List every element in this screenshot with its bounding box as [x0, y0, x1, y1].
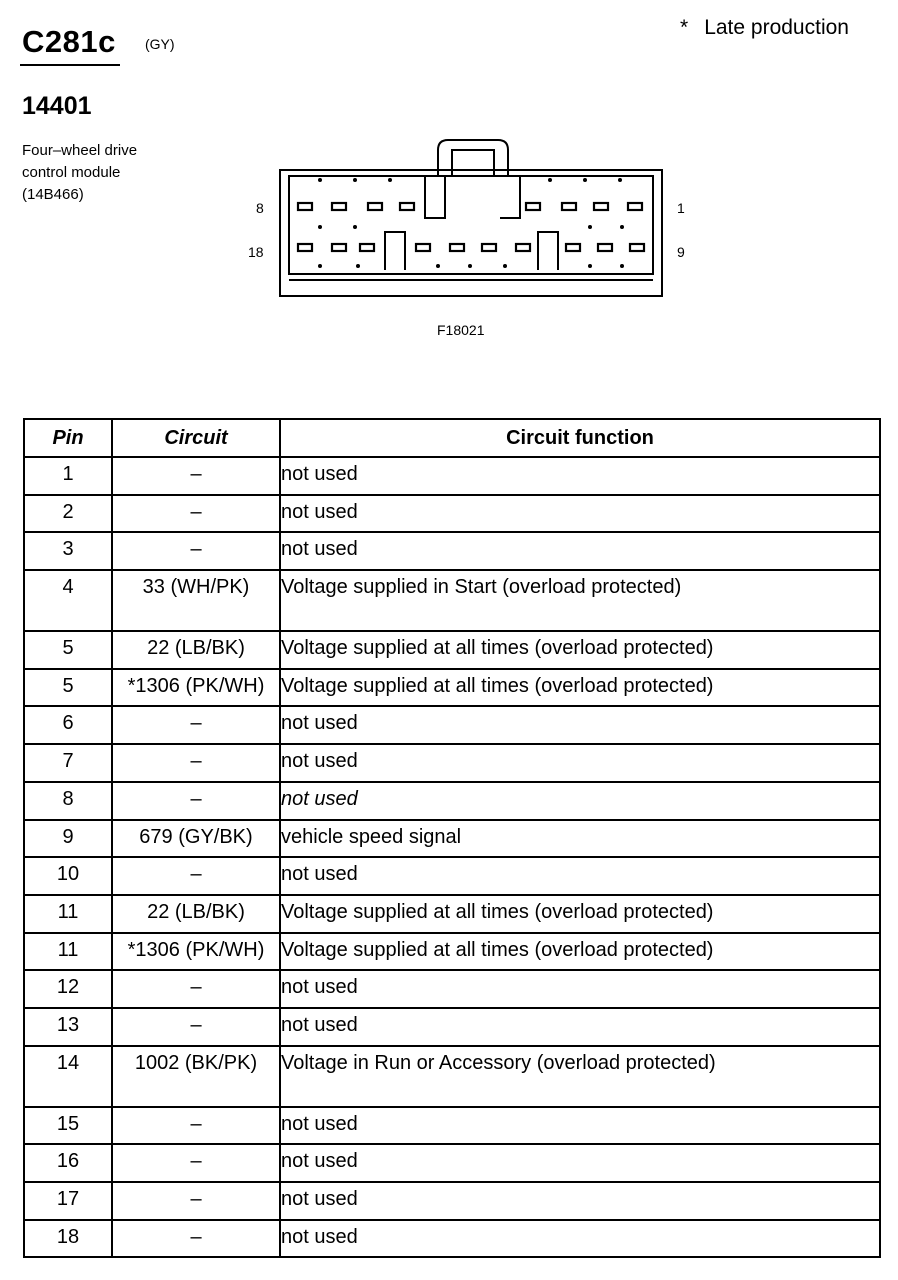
connector-latch-tab [452, 150, 494, 176]
table-row [24, 570, 880, 631]
connector-inner-cavity [289, 176, 653, 274]
pin-cavity-7 [332, 203, 346, 210]
function-cell: not used [280, 1008, 880, 1046]
module-desc-line: control module [22, 164, 121, 181]
circuit-cell: – [112, 532, 280, 570]
connector-outer-shell [280, 170, 662, 296]
circuit-cell: 33 (WH/PK) [112, 570, 280, 631]
function-cell: not used [280, 1144, 880, 1182]
circuit-cell: 22 (LB/BK) [112, 631, 280, 669]
connector-key-right [500, 176, 520, 218]
table-row [24, 495, 880, 533]
circuit-cell: 679 (GY/BK) [112, 820, 280, 858]
circuit-cell: – [112, 1107, 280, 1145]
pin-cavity-13 [482, 244, 496, 251]
connector-id: C281c [22, 24, 116, 59]
function-cell: Voltage supplied at all times (overload protected) [280, 631, 880, 669]
pin-cavity-4 [526, 203, 540, 210]
function-cell: not used [280, 1107, 880, 1145]
late-note-text: Late production [704, 16, 849, 39]
pin-cell: 10 [24, 857, 112, 895]
table-row [24, 970, 880, 1008]
header-pin: Pin [24, 419, 112, 457]
function-cell: not used [280, 532, 880, 570]
circuit-cell: – [112, 706, 280, 744]
header-circuit: Circuit [112, 419, 280, 457]
table-row [24, 895, 880, 933]
pin-cavity-16 [360, 244, 374, 251]
pin-cavity-2 [594, 203, 608, 210]
table-row [24, 782, 880, 820]
circuit-cell: – [112, 457, 280, 495]
table-row [24, 820, 880, 858]
late-note-star: * [680, 16, 689, 39]
pin-cell: 18 [24, 1220, 112, 1258]
table-row [24, 669, 880, 707]
function-cell: Voltage supplied at all times (overload protected) [280, 895, 880, 933]
pin-table [23, 418, 881, 1258]
table-row [24, 744, 880, 782]
function-cell: not used [280, 495, 880, 533]
part-number: 14401 [22, 92, 92, 120]
connector-key-left [425, 176, 445, 218]
table-row [24, 532, 880, 570]
function-cell: Voltage supplied in Start (overload protected) [280, 570, 880, 631]
connector-color-code: (GY) [145, 36, 175, 52]
pin-cell: 1 [24, 457, 112, 495]
function-cell: not used [280, 1220, 880, 1258]
circuit-cell: – [112, 744, 280, 782]
pin-cavity-12 [516, 244, 530, 251]
pin-cell: 11 [24, 895, 112, 933]
circuit-cell: – [112, 495, 280, 533]
pin-cell: 13 [24, 1008, 112, 1046]
function-cell: Voltage in Run or Accessory (overload protected) [280, 1046, 880, 1107]
function-cell: Voltage supplied at all times (overload protected) [280, 669, 880, 707]
module-description [22, 140, 137, 206]
circuit-cell: *1306 (PK/WH) [112, 669, 280, 707]
pin-cell: 5 [24, 669, 112, 707]
pin-cavity-18 [298, 244, 312, 251]
diagram-label-bottom-left: 18 [248, 244, 264, 260]
function-cell: Voltage supplied at all times (overload protected) [280, 933, 880, 971]
diagram-label-top-right: 1 [677, 200, 685, 216]
circuit-cell: – [112, 1008, 280, 1046]
pin-cavity-11 [566, 244, 580, 251]
diagram-label-top-left: 8 [256, 200, 264, 216]
module-desc-line: Four–wheel drive [22, 142, 138, 159]
pin-cell: 2 [24, 495, 112, 533]
connector-divider-left [385, 232, 405, 270]
header-circuit-function: Circuit function [280, 419, 880, 457]
table-row [24, 631, 880, 669]
circuit-cell: – [112, 1220, 280, 1258]
pin-cavity-17 [332, 244, 346, 251]
pin-cell: 6 [24, 706, 112, 744]
circuit-cell: 22 (LB/BK) [112, 895, 280, 933]
diagram-label-bottom-right: 9 [677, 244, 685, 260]
pin-cell: 11 [24, 933, 112, 971]
function-cell: not used [280, 744, 880, 782]
pin-cell: 16 [24, 1144, 112, 1182]
function-cell: not used [280, 1182, 880, 1220]
circuit-cell: – [112, 1182, 280, 1220]
pin-cell: 8 [24, 782, 112, 820]
table-row [24, 1008, 880, 1046]
pin-cell: 7 [24, 744, 112, 782]
pin-cavity-6 [368, 203, 382, 210]
table-row [24, 1144, 880, 1182]
connector-divider-right [538, 232, 558, 270]
pin-cell: 15 [24, 1107, 112, 1145]
pin-cavity-1 [628, 203, 642, 210]
pin-cavity-5 [400, 203, 414, 210]
pin-cell: 5 [24, 631, 112, 669]
function-cell: not used [280, 782, 880, 820]
pin-cell: 3 [24, 532, 112, 570]
late-production-note [680, 16, 849, 40]
title-underline [20, 64, 120, 66]
pin-table-header-row [24, 419, 880, 457]
circuit-cell: – [112, 970, 280, 1008]
pin-cell: 9 [24, 820, 112, 858]
pin-cavity-15 [416, 244, 430, 251]
table-row [24, 1220, 880, 1258]
table-row [24, 706, 880, 744]
pin-cavity-8 [298, 203, 312, 210]
table-row [24, 1182, 880, 1220]
circuit-cell: – [112, 857, 280, 895]
table-row [24, 857, 880, 895]
pin-cavity-14 [450, 244, 464, 251]
module-desc-line: (14B466) [22, 186, 84, 203]
pin-cell: 4 [24, 570, 112, 631]
table-row [24, 933, 880, 971]
function-cell: vehicle speed signal [280, 820, 880, 858]
circuit-cell: – [112, 1144, 280, 1182]
function-cell: not used [280, 857, 880, 895]
function-cell: not used [280, 457, 880, 495]
pin-cavity-10 [598, 244, 612, 251]
table-row [24, 1107, 880, 1145]
circuit-cell: *1306 (PK/WH) [112, 933, 280, 971]
pin-cell: 12 [24, 970, 112, 1008]
circuit-cell: 1002 (BK/PK) [112, 1046, 280, 1107]
table-row [24, 1046, 880, 1107]
pin-cavity-3 [562, 203, 576, 210]
figure-id: F18021 [437, 322, 485, 338]
table-row [24, 457, 880, 495]
function-cell: not used [280, 970, 880, 1008]
pin-cell: 17 [24, 1182, 112, 1220]
pin-cavity-9 [630, 244, 644, 251]
pin-cell: 14 [24, 1046, 112, 1107]
function-cell: not used [280, 706, 880, 744]
circuit-cell: – [112, 782, 280, 820]
connector-face-diagram [240, 138, 700, 298]
